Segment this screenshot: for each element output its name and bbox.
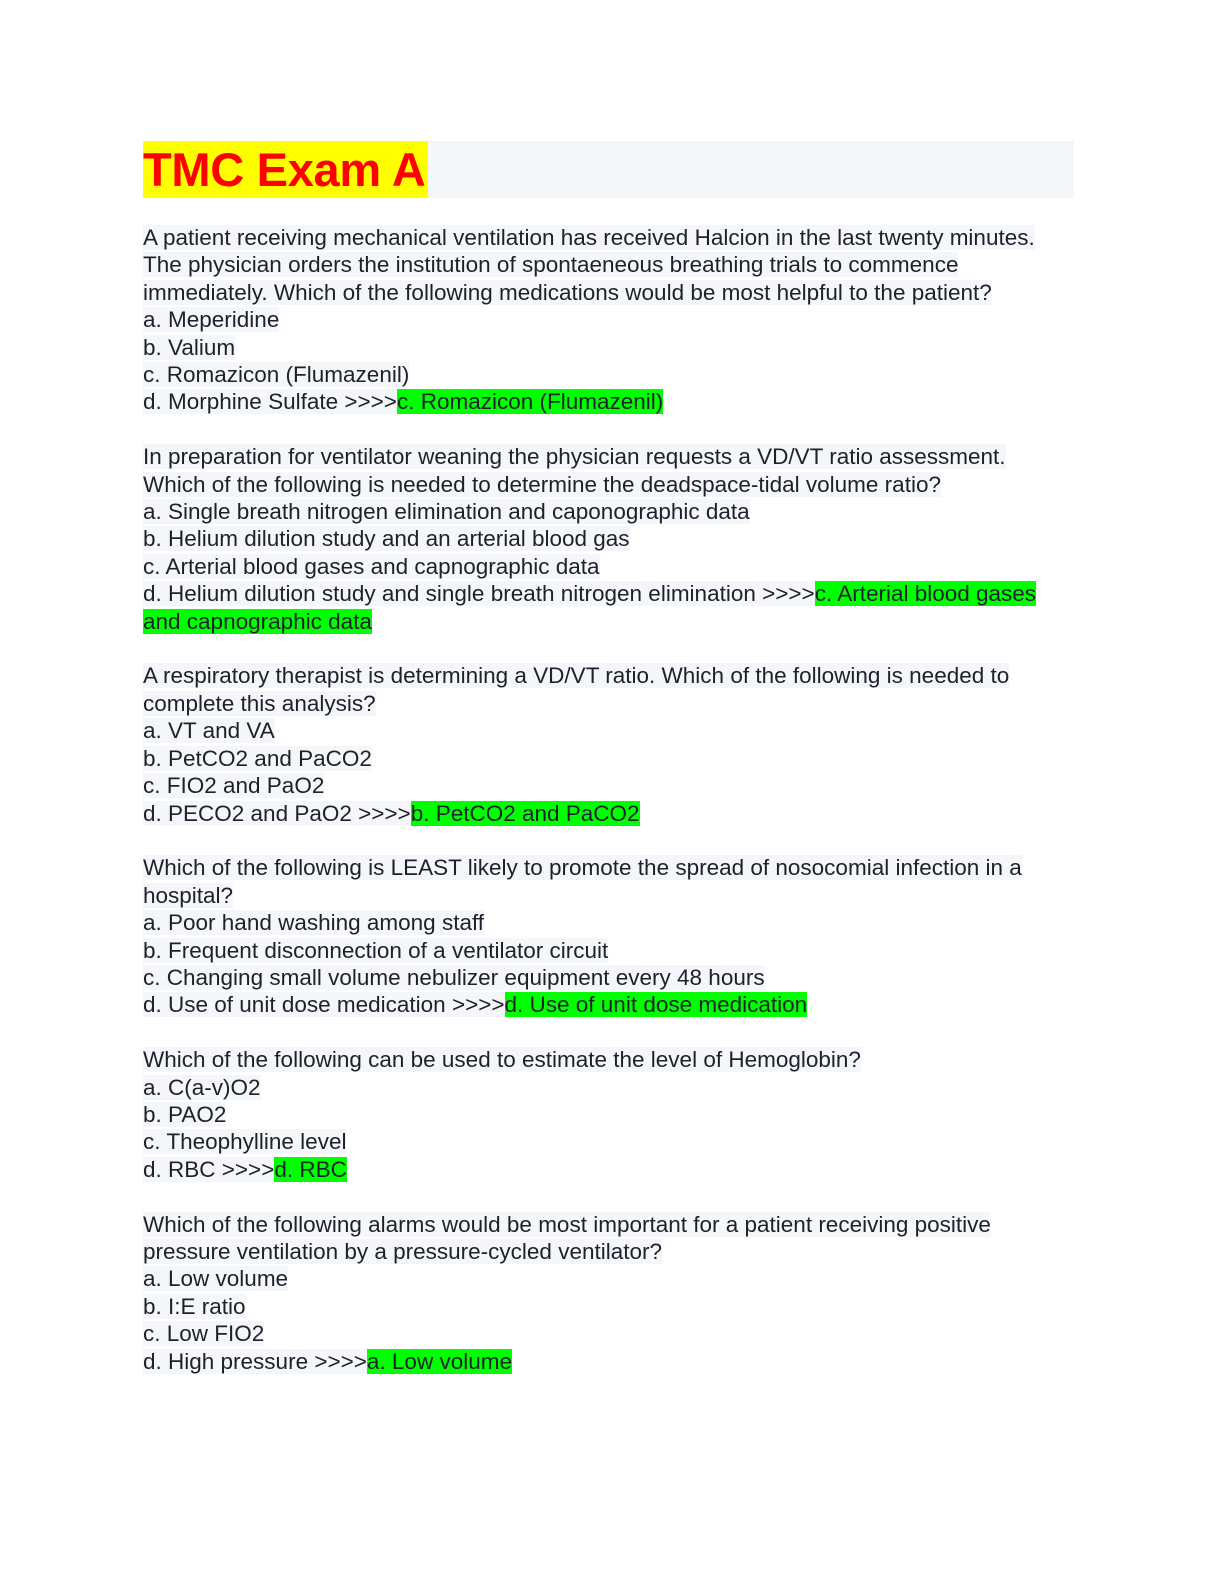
option-a: a. Meperidine: [143, 307, 280, 333]
option-c: c. Romazicon (Flumazenil): [143, 362, 410, 388]
option-a: a. Poor hand washing among staff: [143, 910, 485, 936]
option-c: c. Low FIO2: [143, 1321, 265, 1347]
option-b: b. PetCO2 and PaCO2: [143, 745, 372, 771]
highlighted-answer: a. Low volume: [366, 1348, 512, 1374]
question-text: A patient receiving mechanical ventilation has received Halcion in the last twenty minutes. The physician orders the institution of spontaeneous breathing trials to commence immediately. Which of the following medications would be most helpful to the patient?: [143, 225, 1035, 305]
answer-arrow: >>>>: [762, 581, 815, 607]
option-c: c. Theophylline level: [143, 1129, 347, 1155]
option-c: c. Changing small volume nebulizer equipment every 48 hours: [143, 964, 765, 990]
question-block: [143, 854, 1074, 1018]
highlighted-answer: c. Romazicon (Flumazenil): [396, 389, 664, 415]
option-d: d. High pressure: [143, 1348, 315, 1374]
question-list: [143, 224, 1074, 1375]
answer-arrow: >>>>: [358, 800, 411, 826]
document-title: TMC Exam A: [143, 143, 426, 196]
option-b: b. PAO2: [143, 1101, 227, 1127]
option-d: d. RBC: [143, 1156, 222, 1182]
option-a: a. C(a-v)O2: [143, 1074, 261, 1100]
option-d: d. Use of unit dose medication: [143, 992, 452, 1018]
question-text: In preparation for ventilator weaning the physician requests a VD/VT ratio assessment. Which of the following is needed to determine the deadspace-tidal volume ratio?: [143, 444, 1006, 497]
highlighted-answer: d. RBC: [274, 1156, 347, 1182]
highlighted-answer: c. Arterial blood gases and capnographic data: [143, 581, 1037, 634]
option-b: b. Helium dilution study and an arterial blood gas: [143, 526, 630, 552]
question-text: Which of the following can be used to estimate the level of Hemoglobin?: [143, 1047, 861, 1073]
answer-arrow: >>>>: [314, 1348, 367, 1374]
option-a: a. VT and VA: [143, 718, 275, 744]
question-block: [143, 443, 1074, 635]
question-block: [143, 224, 1074, 416]
question-text: A respiratory therapist is determining a VD/VT ratio. Which of the following is needed to complete this analysis?: [143, 663, 1010, 716]
option-a: a. Single breath nitrogen elimination and caponographic data: [143, 499, 750, 525]
option-b: b. Valium: [143, 334, 236, 360]
document-page: [143, 141, 1074, 1402]
question-block: [143, 1046, 1074, 1183]
option-c: c. Arterial blood gases and capnographic data: [143, 553, 600, 579]
question-block: [143, 662, 1074, 826]
answer-arrow: >>>>: [221, 1156, 275, 1182]
title-bar: [143, 141, 1074, 198]
answer-arrow: >>>>: [451, 992, 505, 1018]
option-d: d. Morphine Sulfate: [143, 389, 345, 415]
option-d: d. PECO2 and PaO2: [143, 800, 359, 826]
question-text: Which of the following is LEAST likely to promote the spread of nosocomial infection in a hospital?: [143, 855, 1022, 908]
option-b: b. I:E ratio: [143, 1293, 246, 1319]
option-d: d. Helium dilution study and single breath nitrogen elimination: [143, 581, 763, 607]
option-a: a. Low volume: [143, 1266, 289, 1292]
question-text: Which of the following alarms would be most important for a patient receiving positive pressure ventilation by a pressure-cycled ventilator?: [143, 1211, 991, 1264]
highlighted-answer: b. PetCO2 and PaCO2: [410, 800, 640, 826]
answer-arrow: >>>>: [344, 389, 397, 415]
option-b: b. Frequent disconnection of a ventilator circuit: [143, 937, 609, 963]
highlighted-answer: d. Use of unit dose medication: [504, 992, 808, 1018]
question-block: [143, 1211, 1074, 1375]
option-c: c. FIO2 and PaO2: [143, 773, 325, 799]
